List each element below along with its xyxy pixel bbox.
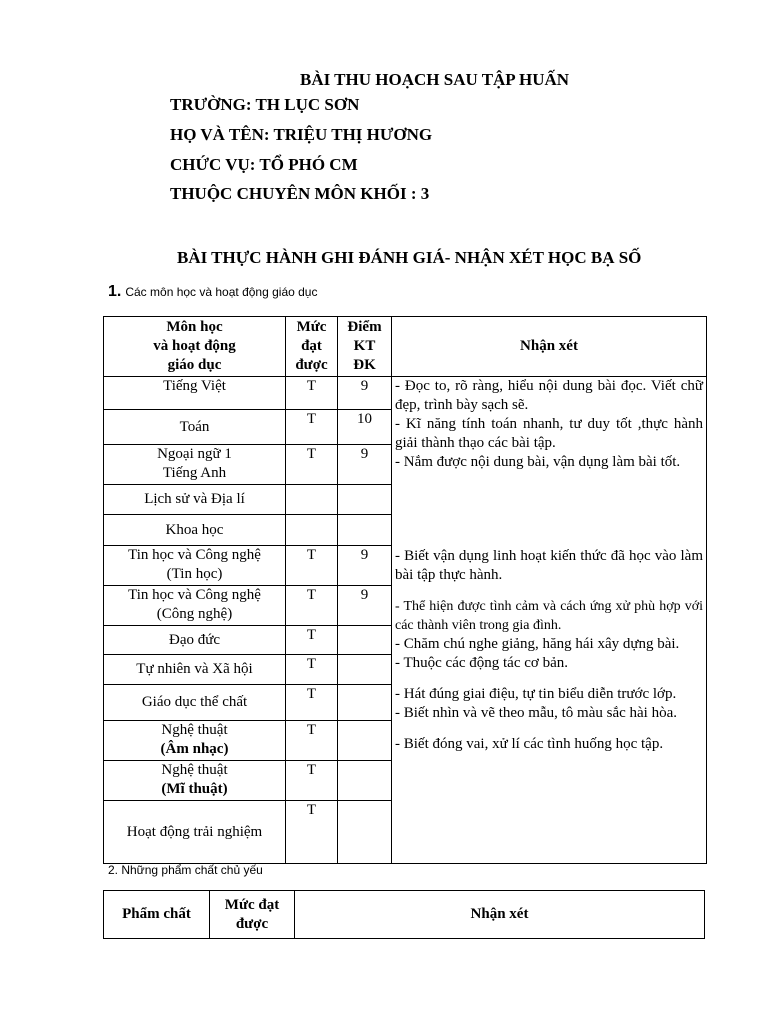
subject-cell: Khoa học <box>104 515 286 546</box>
part1-heading-text: Các môn học và hoạt động giáo dục <box>125 285 318 299</box>
school-line: TRƯỜNG: TH LỤC SƠN <box>170 95 360 114</box>
subject-cell: Tự nhiên và Xã hội <box>104 655 286 685</box>
subject-cell: Đạo đức <box>104 626 286 655</box>
section-title: BÀI THỰC HÀNH GHI ĐÁNH GIÁ- NHẬN XÉT HỌC BẠ SỐ <box>177 248 642 267</box>
comment-tieng-anh: - Nắm được nội dung bài, vận dụng làm bài tốt. <box>395 454 681 470</box>
quality-header: Phẩm chất <box>104 891 210 939</box>
table-row <box>104 377 707 410</box>
comment-the-chat: - Thuộc các động tác cơ bản. <box>395 655 568 671</box>
subjects-table <box>103 316 707 864</box>
subject-cell: Hoạt động trải nghiệm <box>104 801 286 864</box>
comment-toan: - Kĩ năng tính toán nhanh, tư duy tốt ,thực hành giải thành thạo các bài tập. <box>395 416 703 451</box>
level-cell: T <box>286 546 338 586</box>
score-header: Điểm KT ĐK <box>338 317 392 377</box>
score-cell <box>338 801 392 864</box>
level-header: Mức đạt được <box>286 317 338 377</box>
part1-number: 1. <box>108 283 122 300</box>
table-header-row <box>104 317 707 377</box>
level-cell: T <box>286 721 338 761</box>
score-cell: 10 <box>338 410 392 445</box>
part2-heading: 2. Những phẩm chất chủ yếu <box>108 863 263 877</box>
score-cell <box>338 485 392 515</box>
subject-cell: Tiếng Việt <box>104 377 286 410</box>
group-line: THUỘC CHUYÊN MÔN KHỐI : 3 <box>170 184 430 203</box>
part1-heading <box>108 283 317 301</box>
subject-cell: Ngoại ngữ 1 Tiếng Anh <box>104 445 286 485</box>
level-header: Mức đạt được <box>210 891 295 939</box>
position-line: CHỨC VỤ: TỔ PHÓ CM <box>170 155 358 174</box>
score-cell <box>338 626 392 655</box>
level-cell: T <box>286 655 338 685</box>
level-cell: T <box>286 377 338 410</box>
subject-cell: Lịch sử và Địa lí <box>104 485 286 515</box>
comment-trai-nghiem: - Biết đóng vai, xử lí các tình huống học tập. <box>395 736 664 752</box>
subject-cell: Tin học và Công nghệ (Công nghệ) <box>104 586 286 626</box>
comment-tnxh: - Chăm chú nghe giảng, hăng hái xây dựng bài. <box>395 636 680 652</box>
score-cell <box>338 761 392 801</box>
comment-mi-thuat: - Biết nhìn và vẽ theo mẫu, tô màu sắc hài hòa. <box>395 705 678 721</box>
level-cell: T <box>286 586 338 626</box>
subject-cell: Nghệ thuật (Âm nhạc) <box>104 721 286 761</box>
comment-header: Nhận xét <box>295 891 705 939</box>
comment-tin-hoc: - Biết vận dụng linh hoạt kiến thức đã học vào làm bài tập thực hành. <box>395 548 703 583</box>
subject-header: Môn học và hoạt động giáo dục <box>104 317 286 377</box>
score-cell <box>338 655 392 685</box>
comment-tieng-viet: - Đọc to, rõ ràng, hiểu nội dung bài đọc. Viết chữ đẹp, trình bày sạch sẽ. <box>395 378 703 413</box>
score-cell: 9 <box>338 445 392 485</box>
comment-am-nhac: - Hát đúng giai điệu, tự tin biểu diễn trước lớp. <box>395 686 677 702</box>
comments-cell <box>392 377 707 864</box>
level-cell: T <box>286 445 338 485</box>
subject-cell: Nghệ thuật (Mĩ thuật) <box>104 761 286 801</box>
comment-dao-duc: - Thể hiện được tình cảm và cách ứng xử phù hợp với các thành viên trong gia đình. <box>395 599 703 633</box>
score-cell: 9 <box>338 377 392 410</box>
score-cell: 9 <box>338 546 392 586</box>
table-header-row <box>104 891 705 939</box>
level-cell: T <box>286 685 338 721</box>
name-line: HỌ VÀ TÊN: TRIỆU THỊ HƯƠNG <box>170 125 433 144</box>
document-title: BÀI THU HOẠCH SAU TẬP HUẤN <box>300 70 570 89</box>
qualities-table <box>103 890 705 939</box>
score-cell <box>338 721 392 761</box>
level-cell: T <box>286 761 338 801</box>
subject-cell: Toán <box>104 410 286 445</box>
level-cell: T <box>286 801 338 864</box>
score-cell <box>338 685 392 721</box>
comment-header: Nhận xét <box>392 317 707 377</box>
level-cell: T <box>286 410 338 445</box>
level-cell: T <box>286 626 338 655</box>
score-cell: 9 <box>338 586 392 626</box>
subject-cell: Tin học và Công nghệ (Tin học) <box>104 546 286 586</box>
score-cell <box>338 515 392 546</box>
level-cell <box>286 515 338 546</box>
level-cell <box>286 485 338 515</box>
subject-cell: Giáo dục thể chất <box>104 685 286 721</box>
